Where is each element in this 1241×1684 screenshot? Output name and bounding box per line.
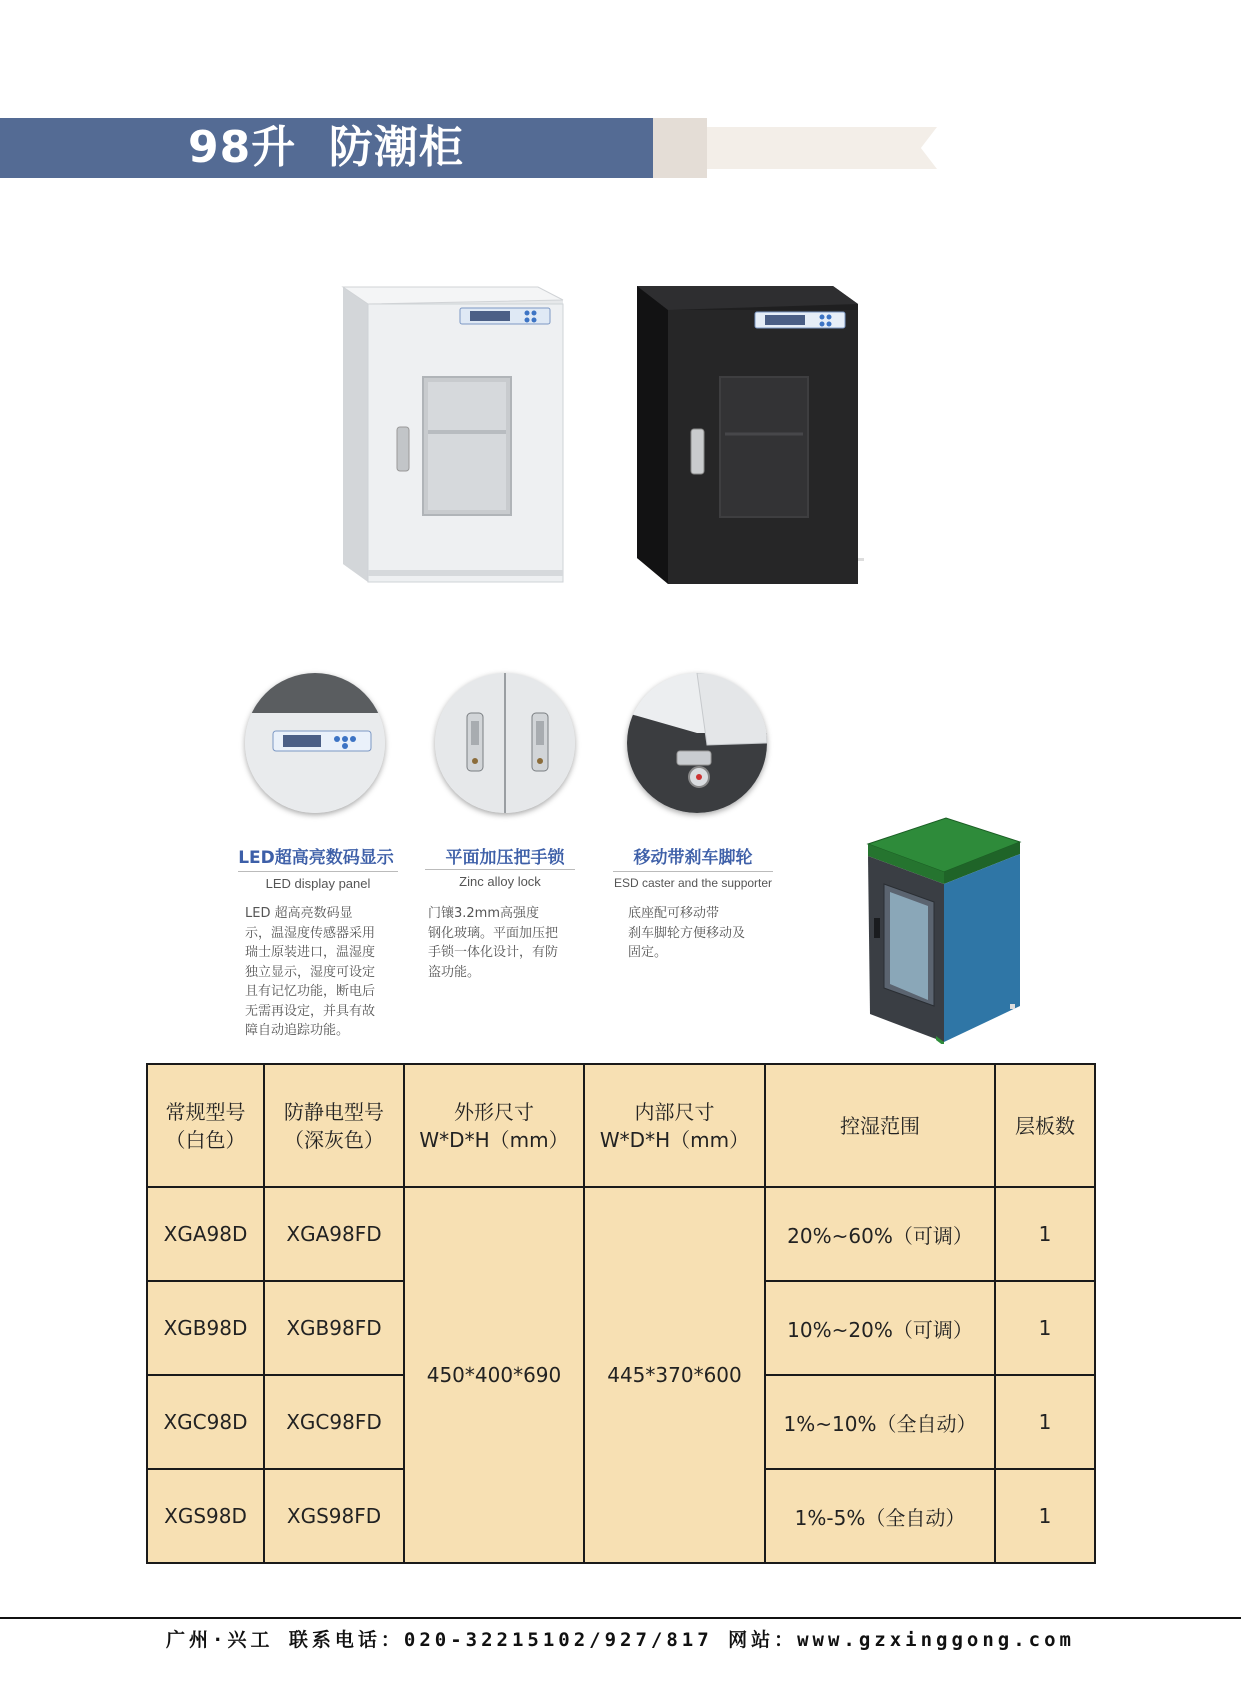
feature-desc-caster: 底座配可移动带 刹车脚轮方便移动及 固定。 [628, 906, 746, 960]
header-model: 常规型号 （白色） [147, 1064, 264, 1187]
cell-model: XGS98D [147, 1469, 264, 1563]
led-panel-photo [245, 673, 385, 813]
cell-esd-model: XGS98FD [264, 1469, 404, 1563]
lock-handle-icon [435, 673, 575, 813]
cabinet-3d-model-image [864, 814, 1024, 1044]
caster-photo [627, 673, 767, 813]
spec-table [146, 1063, 1096, 1564]
header-humidity-range: 控湿范围 [765, 1064, 995, 1187]
black-cabinet-image [633, 282, 865, 592]
led-panel-icon [245, 673, 385, 813]
feature-title-lock: 平面加压把手锁 [445, 848, 565, 868]
cell-esd-model: XGA98FD [264, 1187, 404, 1281]
header-inner-size: 内部尺寸 W*D*H（mm） [584, 1064, 765, 1187]
cell-humidity-range: 1%~10%（全自动） [765, 1375, 995, 1469]
cell-model: XGC98D [147, 1375, 264, 1469]
table-header-row [147, 1064, 1095, 1187]
cell-outer-size: 450*400*690 [404, 1187, 584, 1563]
table-row [147, 1187, 1095, 1281]
feature-subtitle-lock: Zinc alloy lock [425, 869, 575, 889]
cell-shelf-count: 1 [995, 1281, 1095, 1375]
feature-subtitle-led: LED display panel [238, 871, 398, 891]
cell-humidity-range: 20%~60%（可调） [765, 1187, 995, 1281]
caster-wheel-icon [627, 673, 767, 813]
cell-model: XGB98D [147, 1281, 264, 1375]
feature-subtitle-caster: ESD caster and the supporter [613, 871, 773, 890]
cell-humidity-range: 10%~20%（可调） [765, 1281, 995, 1375]
footer-contact: 广州·兴工 联系电话：020-32215102/927/817 网站：www.gzxinggong.com [166, 1629, 1075, 1651]
cell-humidity-range: 1%-5%（全自动） [765, 1469, 995, 1563]
cell-shelf-count: 1 [995, 1187, 1095, 1281]
white-cabinet-image [338, 282, 568, 587]
footer-divider [0, 1617, 1241, 1619]
header-esd-model: 防静电型号 （深灰色） [264, 1064, 404, 1187]
lock-photo [435, 673, 575, 813]
feature-desc-lock: 门镶3.2mm高强度 钢化玻璃。平面加压把 手锁一体化设计，有防 盗功能。 [428, 906, 559, 980]
cell-shelf-count: 1 [995, 1375, 1095, 1469]
page-title: 98升 防潮柜 [188, 122, 464, 173]
banner-ribbon [707, 127, 937, 169]
feature-title-caster: 移动带刹车脚轮 [633, 848, 753, 868]
cell-esd-model: XGC98FD [264, 1375, 404, 1469]
header-shelf-count: 层板数 [995, 1064, 1095, 1187]
header-outer-size: 外形尺寸 W*D*H（mm） [404, 1064, 584, 1187]
cell-esd-model: XGB98FD [264, 1281, 404, 1375]
banner-accent-grey [653, 118, 707, 178]
cell-shelf-count: 1 [995, 1469, 1095, 1563]
feature-title-led: LED超高亮数码显示 [238, 848, 394, 868]
cell-model: XGA98D [147, 1187, 264, 1281]
feature-desc-led: LED 超高亮数码显 示，温湿度传感器采用 瑞士原装进口，温湿度 独立显示，湿度可设定 且有记忆功能，断电后 无需再设定，并具有故 障自动追踪功能。 [245, 906, 376, 1038]
cell-inner-size: 445*370*600 [584, 1187, 765, 1563]
